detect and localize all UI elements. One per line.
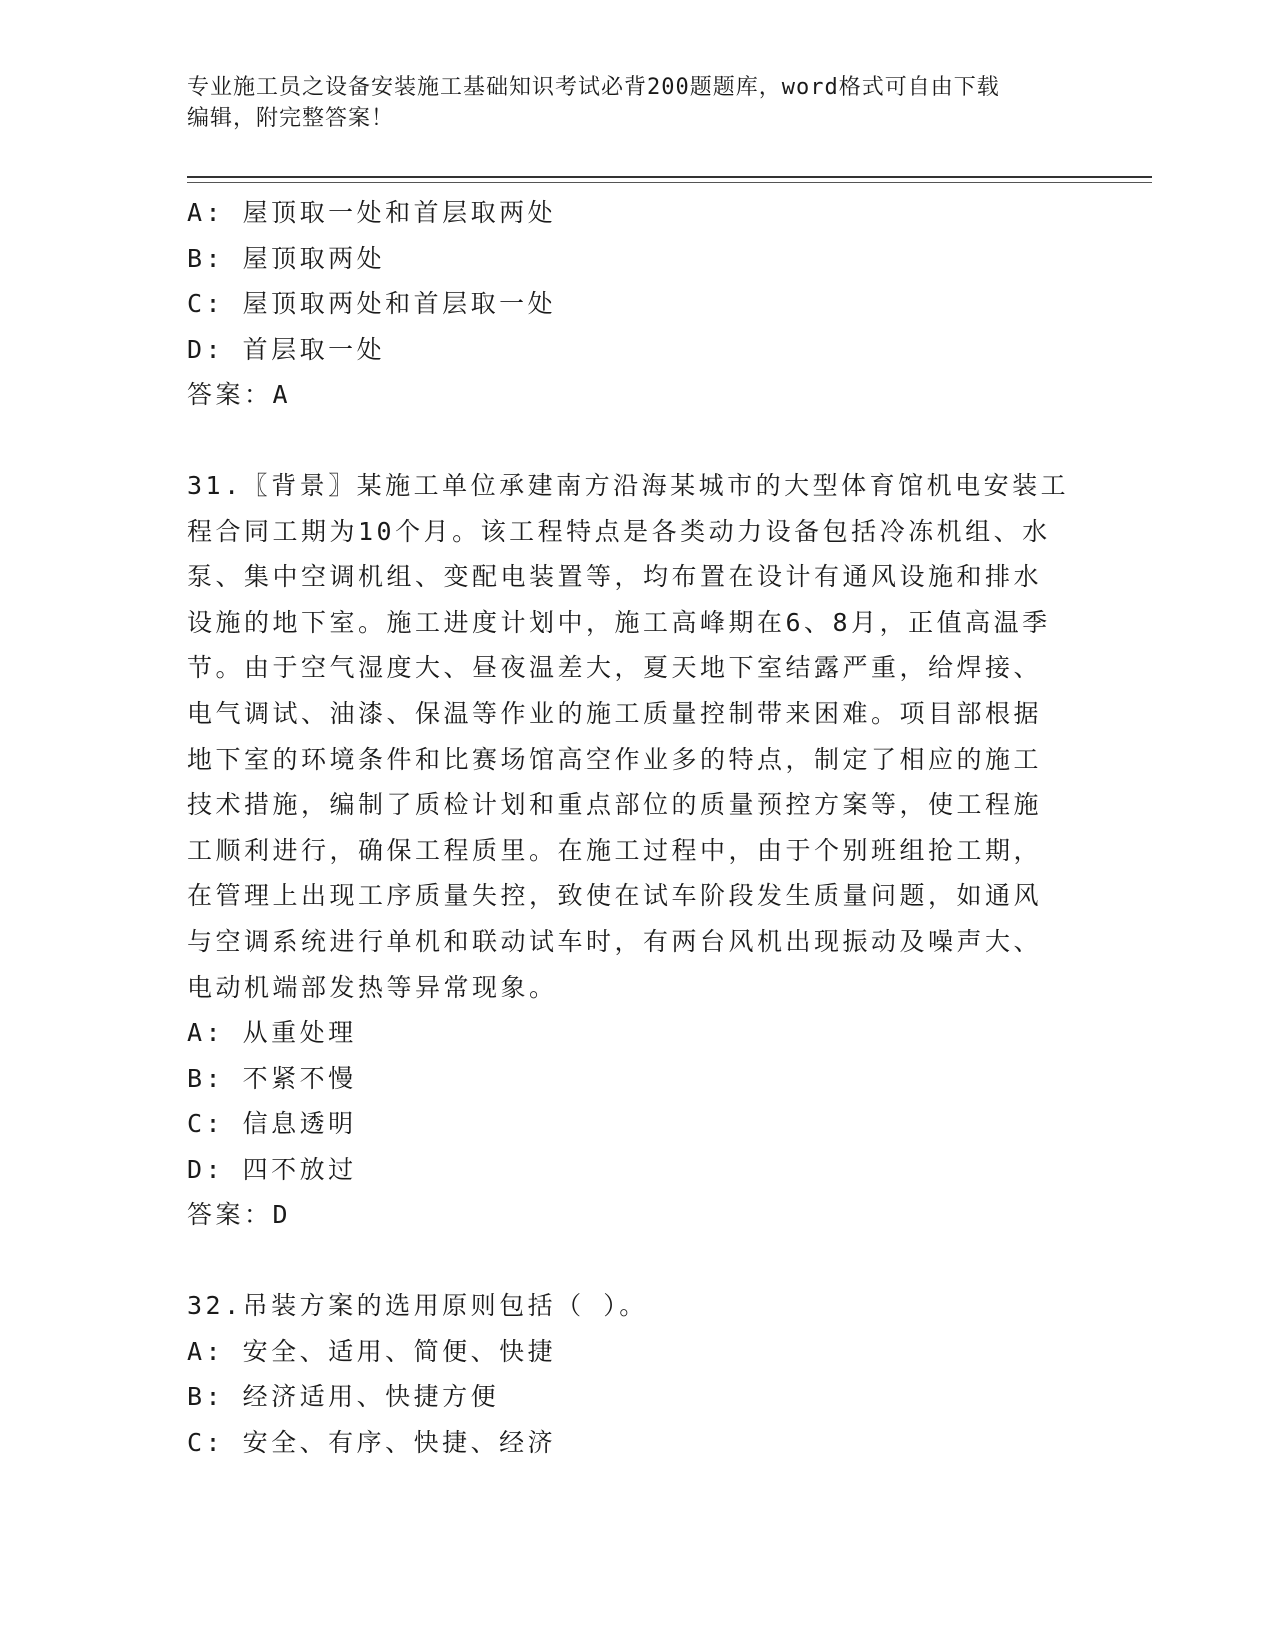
q31-text-line: 31.〖背景〗某施工单位承建南方沿海某城市的大型体育馆机电安装工 xyxy=(187,470,1070,500)
q30-option-c: C: 屋顶取两处和首层取一处 xyxy=(187,289,557,319)
q31-text-line: 地下室的环境条件和比赛场馆高空作业多的特点，制定了相应的施工 xyxy=(187,744,1043,774)
q32-option-c: C: 安全、有序、快捷、经济 xyxy=(187,1427,557,1457)
q30-option-d: D: 首层取一处 xyxy=(187,334,386,364)
q32-option-a: A: 安全、适用、简便、快捷 xyxy=(187,1336,557,1366)
q31-text-line: 泵、集中空调机组、变配电装置等，均布置在设计有通风设施和排水 xyxy=(187,562,1043,592)
spacer xyxy=(187,1238,1087,1283)
header-line-2: 编辑，附完整答案！ xyxy=(187,106,395,131)
q30-option-b: B: 屋顶取两处 xyxy=(187,243,386,273)
q32-question: 32.吊装方案的选用原则包括（ ）。 xyxy=(187,1291,648,1321)
q31-option-d: D: 四不放过 xyxy=(187,1154,357,1184)
q31-option-c: C: 信息透明 xyxy=(187,1109,357,1139)
question-31-block xyxy=(187,463,1087,1238)
document-body xyxy=(187,190,1087,1465)
q31-text-line: 电气调试、油漆、保温等作业的施工质量控制带来困难。项目部根据 xyxy=(187,698,1043,728)
q30-option-a: A: 屋顶取一处和首层取两处 xyxy=(187,198,557,227)
q31-text-line: 工顺利进行，确保工程质里。在施工过程中，由于个别班组抢工期， xyxy=(187,835,1043,865)
q31-option-b: B: 不紧不慢 xyxy=(187,1063,357,1093)
spacer xyxy=(187,418,1087,463)
q31-text-line: 在管理上出现工序质量失控，致使在试车阶段发生质量问题，如通风 xyxy=(187,881,1043,911)
q31-text-line: 与空调系统进行单机和联动试车时，有两台风机出现振动及噪声大、 xyxy=(187,926,1043,956)
document-header xyxy=(187,72,1067,134)
q32-option-b: B: 经济适用、快捷方便 xyxy=(187,1382,500,1412)
q31-option-a: A: 从重处理 xyxy=(187,1018,357,1048)
q30-answer: 答案：A xyxy=(187,380,292,410)
q31-answer: 答案：D xyxy=(187,1200,292,1230)
q31-text-line: 节。由于空气湿度大、昼夜温差大，夏天地下室结露严重，给焊接、 xyxy=(187,653,1043,683)
header-divider-thin xyxy=(187,182,1152,183)
q31-text-line: 技术措施，编制了质检计划和重点部位的质量预控方案等，使工程施 xyxy=(187,790,1043,820)
q31-text-line: 电动机端部发热等异常现象。 xyxy=(187,972,558,1002)
q31-text-line: 设施的地下室。施工进度计划中，施工高峰期在6、8月，正值高温季 xyxy=(187,607,1051,637)
q31-text-line: 程合同工期为10个月。该工程特点是各类动力设备包括冷冻机组、水 xyxy=(187,516,1051,546)
header-line-1: 专业施工员之设备安装施工基础知识考试必背200题题库，word格式可自由下载 xyxy=(187,75,1000,100)
question-32-block xyxy=(187,1283,1087,1465)
header-divider-thick xyxy=(187,176,1152,178)
question-30-block xyxy=(187,190,1087,418)
